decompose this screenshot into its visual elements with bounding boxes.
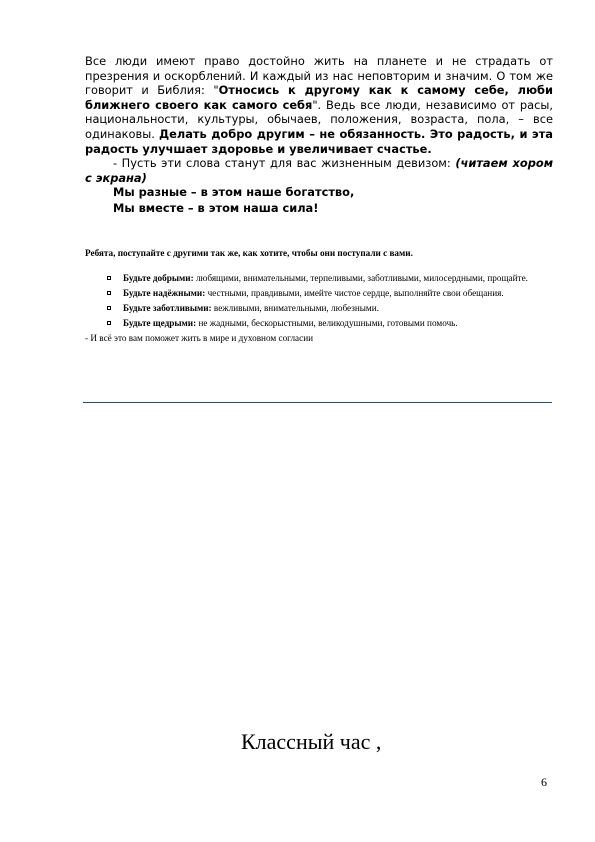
advice-term: Будьте надёжными: — [123, 288, 206, 298]
intro-paragraph — [85, 54, 553, 156]
intro-bold-statement: Делать добро другим – не обязанность. Это радость, и эта радость улучшает здоровье и увеличивает счастье. — [85, 126, 553, 156]
advice-list — [85, 272, 551, 330]
advice-term: Будьте щедрыми: — [123, 318, 197, 328]
advice-term: Будьте заботливыми: — [123, 303, 212, 313]
square-bullet-icon — [107, 291, 111, 295]
advice-item — [85, 272, 551, 285]
motto-intro-paragraph — [85, 156, 553, 185]
square-bullet-icon — [107, 276, 111, 280]
advice-block — [85, 247, 551, 345]
square-bullet-icon — [107, 321, 111, 325]
main-text-block — [85, 54, 553, 216]
advice-text: любящими, внимательными, терпеливыми, заботливыми, милосердными, прощайте. — [193, 273, 528, 283]
bible-quote: Относись к другому как к самому себе, люби ближнего своего как самого себя — [85, 83, 553, 112]
square-bullet-icon — [107, 306, 111, 310]
motto-line-1: Мы разные – в этом наше богатство, — [113, 185, 355, 200]
motto-intro-text: - Пусть эти слова станут для вас жизненным девизом: — [113, 156, 456, 171]
advice-text: не жадными, бескорыстными, великодушными, готовыми помочь. — [196, 318, 458, 328]
page-number: 6 — [541, 775, 547, 789]
intro-text-continued: ". Ведь все люди, независимо от расы, национальности, культуры, обычаев, положения, возраста, пола, – все одинаковы. — [85, 97, 553, 141]
advice-lead: Ребята, поступайте с другими так же, как хотите, чтобы они поступали с вами. — [85, 248, 413, 258]
advice-text: честными, правдивыми, имейте чистое сердце, выполняйте свои обещания. — [205, 288, 504, 298]
intro-text: Все люди имеют право достойно жить на планете и не страдать от презрения и оскорблений. И каждый из нас неповторим и значим. О том же говорит и Библия: " — [85, 54, 553, 98]
advice-closing: - И всё это вам поможет жить в мире и духовном согласии — [85, 333, 314, 343]
advice-item — [85, 317, 551, 330]
advice-item — [85, 302, 551, 315]
advice-term: Будьте добрыми: — [123, 273, 194, 283]
footer-title: Классный час , — [241, 729, 382, 754]
advice-text: вежливыми, внимательными, любезными. — [211, 303, 379, 313]
advice-item — [85, 287, 551, 300]
section-divider — [83, 402, 552, 403]
motto-instruction: (читаем хором с экрана) — [85, 156, 554, 185]
motto-line-2: Мы вместе – в этом наша сила! — [113, 200, 319, 215]
